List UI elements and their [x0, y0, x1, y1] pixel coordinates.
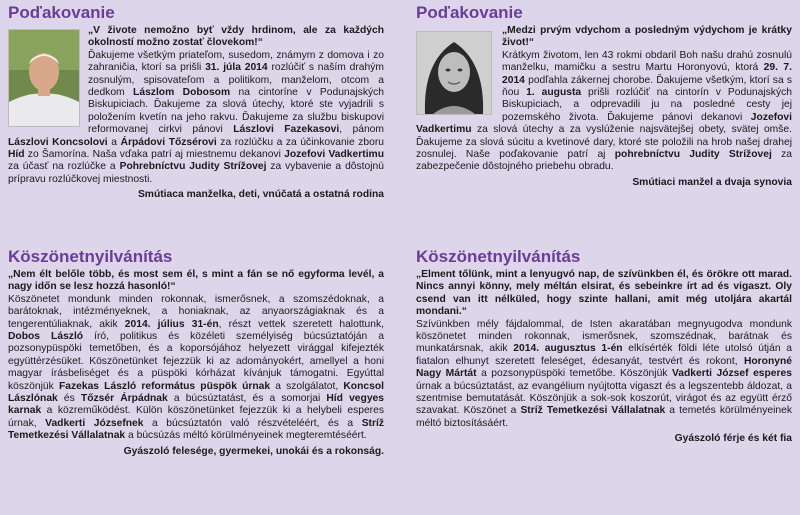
left-hungarian-notice: [8, 243, 384, 458]
right-hu-b4: Stríž Temetkezési Vállalatnak: [520, 405, 666, 417]
right-column: [416, 0, 792, 515]
left-hu-b1: 2014. július 31-én: [124, 318, 219, 330]
left-sk-b5: Árpádovi Tőzsérovi: [120, 136, 217, 148]
left-hu-b8: Stríž Temetkezési Vállalatnak: [8, 417, 385, 442]
left-sk-t5: a: [107, 136, 121, 148]
left-hu-t5: és: [57, 393, 81, 405]
left-hu-t4: a szolgálatot,: [270, 380, 344, 392]
right-hu-b3: Vadkerti József esperes: [671, 368, 792, 380]
left-hu-t6: a búcsúztatást, és a somorjai: [167, 393, 327, 405]
left-sk-b1: 31. júla 2014: [205, 62, 268, 74]
left-hu-b5: Tőzsér Árpádnak: [80, 393, 168, 405]
left-hu-b3: Fazekas László református püspök úrnak: [58, 380, 271, 392]
left-column: [8, 0, 384, 515]
right-hu-b1: 2014. augusztus 1-én: [513, 343, 623, 355]
left-hu-b7: Vadkerti Józsefnek: [45, 417, 144, 429]
left-sk-heading: Poďakovanie: [8, 3, 115, 22]
left-hu-t7: a közreműködést. Külön köszönetünket fejezzük ki a helybeli esperes úrnak,: [8, 405, 384, 429]
right-sk-t4: za slová útechy a za vyslúženie najsvätejšej obety, svätej omše. Ďakujeme za slová súcitu a kvetinové dary, ktoré ste položili na hrob našej drahej zosnulej. Naše poďakovanie patrí aj: [416, 124, 792, 161]
left-sk-b3: Lászlovi Fazekasovi: [233, 124, 340, 136]
left-sk-t3: na cintoríne v Podunajských Biskupiciach. Ďakujeme za slová útechy, ktoré ste vyjadrili s položením kvetín na jeho rakvu. Ďakujeme za službu biskupovi reformovanej cirkvi pánovi: [88, 87, 384, 136]
left-hu-heading: Köszönetnyilvánítás: [8, 247, 173, 266]
left-sk-b6: Híd: [8, 149, 25, 161]
left-sk-t1: Ďakujeme všetkým priateľom, susedom, známym z domova i zo zahraničia, ktorí sa prišli: [88, 49, 384, 74]
left-sk-t2: rozlúčiť s naším drahým zosnulým, spisovateľom a politikom, manželom, otcom a dedkom: [88, 62, 384, 99]
right-sk-t3: prišli rozlúčiť na cintorín v Podunajských Biskupiciach, a odprevadili ju na posledné cesty jej pozemského života. Ďakujeme pánovi dekanovi: [502, 87, 792, 123]
left-sk-t4: , pánom: [339, 124, 384, 136]
right-hu-t3: a pozsonypüspöki temetőbe. Köszönjük: [476, 368, 672, 380]
portrait-elderly-man: [8, 29, 80, 127]
left-sk-t6: za rozlúčku a za účinkovanie zboru: [216, 136, 385, 148]
right-slovak-notice: [416, 0, 792, 189]
right-sk-b4: pohrebníctvu Judity Strížovej: [614, 149, 772, 161]
left-sk-t9: za vybavenie a dôstojnú prípravu rozlúčkovej miestnosti.: [8, 161, 385, 185]
left-hu-b4: Koncsol Lászlónak: [8, 380, 384, 405]
left-hu-b6: Híd vegyes karnak: [8, 393, 385, 417]
right-sk-quote: „Medzi prvým vdychom a posledným výdychom je krátky život!“: [502, 25, 792, 49]
right-sk-t2: podľahla zákernej chorobe. Ďakujeme všetkým, ktorí sa s ňou: [502, 74, 792, 99]
left-hu-text: [8, 269, 384, 443]
left-hu-quote: „Nem élt belőle több, és most sem él, s mint a fán se nő egyforma levél, a nagy időn se lesz hozzá hasonló!“: [8, 269, 384, 293]
left-hu-t1: Köszönetet mondunk minden rokonnak, ismerősnek, a szomszédoknak, a barátoknak, intézményeknek, a honiaknak, az anyaországiaknak és a tengerentúliaknak, akik: [8, 293, 384, 330]
right-hu-t2: elkísérték földi léte utolsó útján a fiatalon elhunyt szeretett feleséget, édesanyát, testvért és rokont,: [416, 343, 792, 367]
right-hungarian-notice: [416, 243, 792, 446]
left-slovak-notice: [8, 0, 384, 202]
left-sk-signature: Smútiaca manželka, deti, vnúčatá a ostatná rodina: [137, 189, 384, 201]
left-sk-t7: zo Šamorína. Naša vďaka patrí aj miestnemu dekanovi: [24, 149, 285, 161]
right-hu-b2: Horonyné Nagy Mártát: [416, 355, 792, 380]
right-sk-t5: za zabezpečenie dôstojného priebehu obradu.: [416, 149, 792, 173]
right-sk-heading: Poďakovanie: [416, 3, 523, 22]
left-sk-b7: Jozefovi Vadkertimu: [284, 149, 385, 161]
left-sk-b2: Lászlom Dobosom: [133, 87, 231, 99]
right-hu-heading: Köszönetnyilvánítás: [416, 247, 581, 266]
right-hu-signature: Gyászoló férje és két fia: [674, 433, 792, 445]
left-hu-t2: , részt vettek szeretett halottunk,: [218, 318, 385, 330]
right-hu-t1: Szívünkben mély fájdalommal, de Isten akaratában megnyugodva mondunk köszönetet minden rokonnak, ismerősnek, szomszédnak, barátnak és munkatársnak, akik: [416, 318, 792, 355]
portrait-woman: [416, 31, 492, 115]
right-sk-b2: 1. augusta: [526, 87, 582, 99]
left-sk-b8: Pohrebníctvu Judity Strížovej: [119, 161, 267, 173]
left-sk-t8: za účasť na rozlúčke a: [8, 161, 120, 173]
right-sk-t1: Krátkym životom, len 43 rokmi obdaril Boh našu drahú zosnulú manželku, mamičku a sestru Martu Horonyovú, ktorá: [502, 49, 792, 74]
left-sk-quote: „V živote nemožno byť vždy hrdinom, ale za každých okolností možno zostať človekom!“: [88, 25, 384, 49]
right-sk-b1: 29. 7. 2014: [502, 62, 792, 86]
left-hu-b2: Dobos László: [8, 331, 84, 343]
right-sk-signature: Smútiaci manžel a dvaja synovia: [632, 176, 792, 188]
right-hu-t5: a temetés körülményeinek méltó biztosításáért.: [416, 405, 792, 429]
left-hu-t3: író, politikus és közéleti személyiség búcsúztatóján a pozsonypüspöki temetőben, és a koporsójához helyezett virággal kifejezték együttérzésüket. Köszönetünket fejezzük ki az adományokért, amellyel a honi magyar írásbeliséget és a püspöki kórházat kívánjuk támogatni. Egyúttal köszönjük: [8, 331, 384, 392]
right-hu-text: [416, 269, 792, 430]
left-hu-t8: a búcsúztatón való részvételéért, és a: [143, 417, 362, 429]
right-hu-quote: „Elment tőlünk, mint a lenyugvó nap, de szívünkben él, és örökre ott marad. Nincs annyi könny, mely méltán elsirat, és sebeinkre írt ad és vigaszt. Oly csend van itt nélküled, hogy szinte hallani, amit még utoljára akartál mondani.“: [416, 269, 792, 318]
left-hu-signature: Gyászoló felesége, gyermekei, unokái és a rokonság.: [123, 445, 384, 457]
right-hu-t4: úrnak a búcsúztatást, az evangélium nyújtotta vigaszt és a legszentebb áldozat, a szentmise bemutatását. Köszönjük a sok-sok koszorút, virágot és az együtt érző szavakat. Köszönet a: [416, 380, 792, 417]
left-sk-b4: Lászlovi Koncsolovi: [8, 136, 108, 148]
left-hu-t9: a búcsúzás méltó körülményeinek megteremtéséért.: [125, 430, 367, 442]
right-sk-b3: Jozefovi Vadkertimu: [416, 111, 792, 136]
